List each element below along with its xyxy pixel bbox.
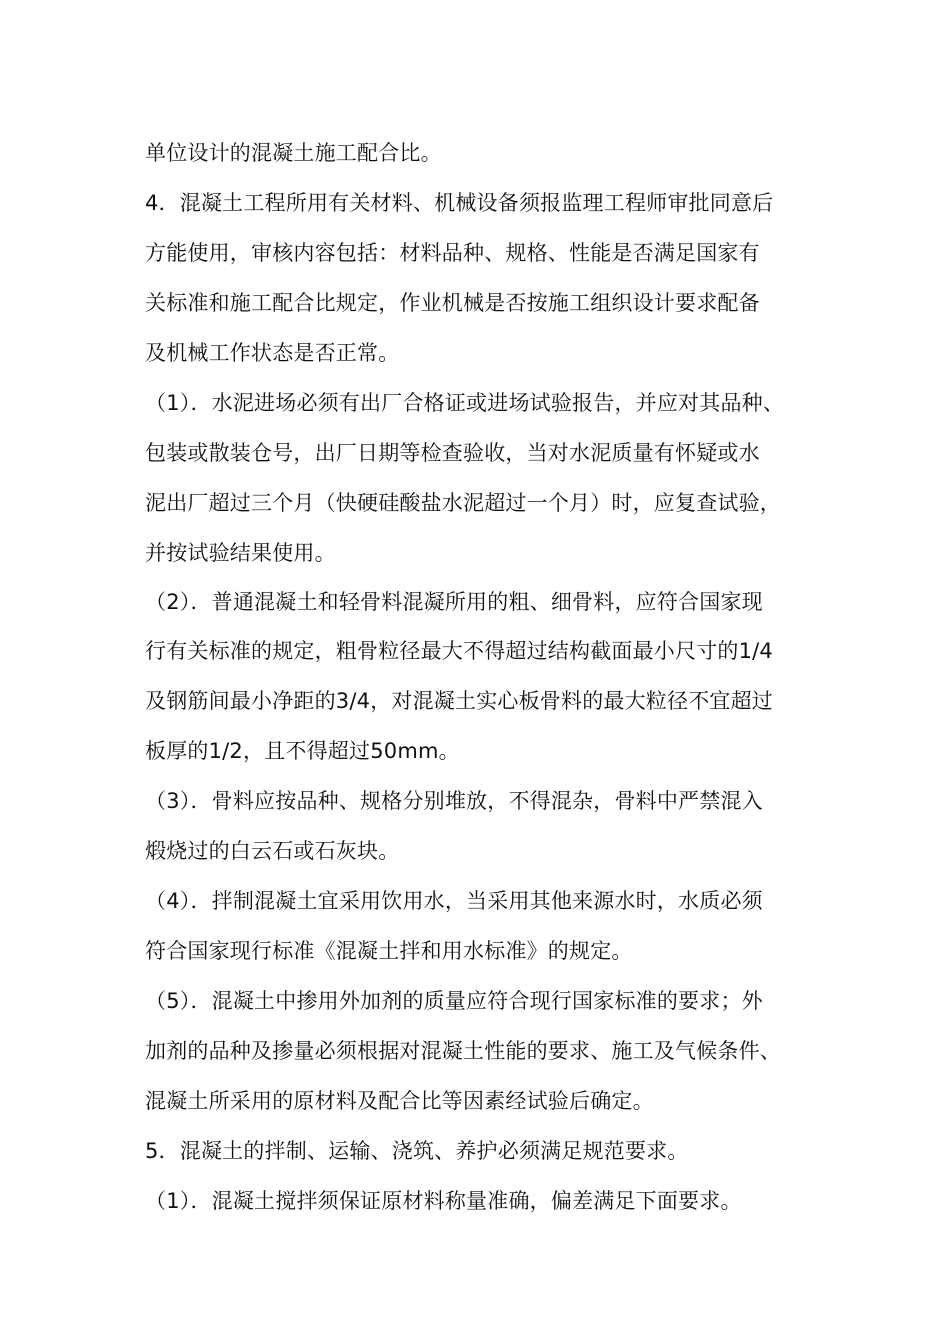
text-line: （3）．骨料应按品种、规格分别堆放，不得混杂，骨料中严禁混入 <box>145 789 763 813</box>
text-line: 混凝土所采用的原材料及配合比等因素经试验后确定。 <box>145 1089 654 1113</box>
text-line: （5）．混凝土中掺用外加剂的质量应符合现行国家标准的要求；外 <box>145 989 763 1013</box>
text-line: （4）．拌制混凝土宜采用饮用水，当采用其他来源水时，水质必须 <box>145 889 763 913</box>
text-line: 板厚的1/2，且不得超过50mm。 <box>145 739 460 763</box>
text-line: （1）．水泥进场必须有出厂合格证或进场试验报告，并应对其品种、 <box>145 391 785 415</box>
text-line: 及钢筋间最小净距的3/4，对混凝土实心板骨料的最大粒径不宜超过 <box>145 689 773 713</box>
text-line: 泥出厂超过三个月（快硬硅酸盐水泥超过一个月）时，应复查试验， <box>145 491 781 515</box>
text-line: （1）．混凝土搅拌须保证原材料称量准确，偏差满足下面要求。 <box>145 1189 742 1213</box>
text-line: 并按试验结果使用。 <box>145 541 336 565</box>
text-line: 煅烧过的白云石或石灰块。 <box>145 839 400 863</box>
text-line: 加剂的品种及掺量必须根据对混凝土性能的要求、施工及气候条件、 <box>145 1039 781 1063</box>
text-line: 单位设计的混凝土施工配合比。 <box>145 141 442 165</box>
text-line: 包装或散装仓号，出厂日期等检查验收，当对水泥质量有怀疑或水 <box>145 441 760 465</box>
text-line: 行有关标准的规定，粗骨粒径最大不得超过结构截面最小尺寸的1/4 <box>145 639 773 663</box>
text-line: 4．混凝土工程所用有关材料、机械设备须报监理工程师审批同意后 <box>145 191 774 215</box>
text-line: 及机械工作状态是否正常。 <box>145 341 400 365</box>
text-line: 方能使用，审核内容包括：材料品种、规格、性能是否满足国家有 <box>145 241 760 265</box>
text-line: 关标准和施工配合比规定，作业机械是否按施工组织设计要求配备 <box>145 291 760 315</box>
text-line: （2）．普通混凝土和轻骨料混凝所用的粗、细骨料，应符合国家现 <box>145 590 763 614</box>
text-line: 5．混凝土的拌制、运输、浇筑、养护必须满足规范要求。 <box>145 1139 689 1163</box>
text-line: 符合国家现行标准《混凝土拌和用水标准》的规定。 <box>145 939 633 963</box>
